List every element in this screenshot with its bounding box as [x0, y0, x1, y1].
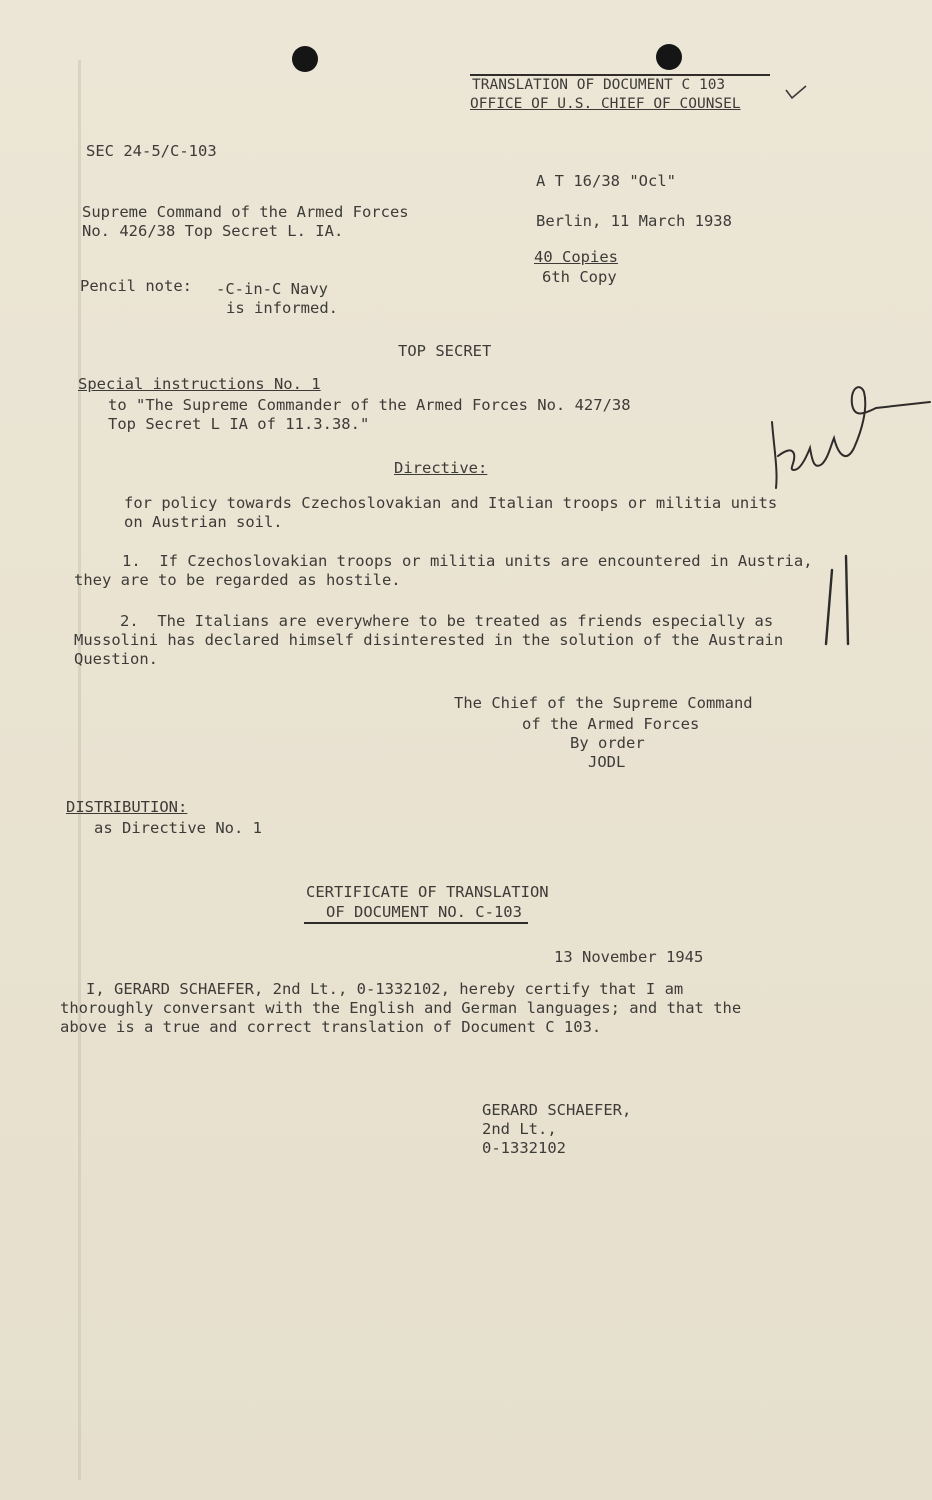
signature-line-2: of the Armed Forces: [522, 715, 700, 733]
margin-marks: [78, 60, 81, 1480]
signature-line-4: JODL: [588, 753, 626, 771]
special-instructions-line-2: Top Secret L IA of 11.3.38.": [108, 415, 370, 433]
paragraph-2-line-3: Question.: [74, 650, 158, 668]
distribution-heading: DISTRIBUTION:: [66, 798, 188, 816]
certificate-title-2: OF DOCUMENT NO. C-103: [326, 903, 522, 921]
directive-heading: Directive:: [394, 459, 488, 477]
origin-line-1: Supreme Command of the Armed Forces: [82, 203, 409, 221]
paragraph-1-line-1: 1. If Czechoslovakian troops or militia units are encountered in Austria,: [122, 552, 813, 570]
signature-line-1: The Chief of the Supreme Command: [454, 694, 753, 712]
copies-count: 40 Copies: [534, 248, 618, 266]
header-line-2: OFFICE OF U.S. CHIEF OF COUNSEL: [470, 96, 741, 112]
check-mark-icon: [784, 82, 808, 102]
special-instructions-title: Special instructions No. 1: [78, 375, 321, 393]
certificate-line-3: above is a true and correct translation of Document C 103.: [60, 1018, 602, 1036]
certificate-title-1: CERTIFICATE OF TRANSLATION: [306, 883, 549, 901]
paragraph-2-line-1: 2. The Italians are everywhere to be treated as friends especially as: [120, 612, 774, 630]
handwritten-initials: [764, 378, 932, 498]
punch-hole-left: [292, 46, 318, 72]
certificate-line-2: thoroughly conversant with the English and German languages; and that the: [60, 999, 742, 1017]
document-reference: SEC 24-5/C-103: [86, 142, 217, 160]
certificate-title-rule: [304, 922, 528, 924]
signature-line-3: By order: [570, 734, 645, 752]
header-rule-top: [470, 74, 770, 76]
certifier-serial: 0-1332102: [482, 1139, 566, 1157]
certifier-rank: 2nd Lt.,: [482, 1120, 557, 1138]
directive-line-1: for policy towards Czechoslovakian and Italian troops or militia units: [124, 494, 778, 512]
paragraph-1-line-2: they are to be regarded as hostile.: [74, 571, 401, 589]
pencil-note-label: Pencil note:: [80, 277, 192, 295]
certificate-line-1: I, GERARD SCHAEFER, 2nd Lt., 0-1332102, hereby certify that I am: [86, 980, 684, 998]
copy-number: 6th Copy: [542, 268, 617, 286]
at-reference: A T 16/38 "Ocl": [536, 172, 676, 190]
pencil-note-line-2: is informed.: [226, 299, 338, 317]
distribution-line-1: as Directive No. 1: [94, 819, 262, 837]
punch-hole-right: [656, 44, 682, 70]
pencil-note-line-1: -C-in-C Navy: [216, 280, 328, 298]
certifier-name: GERARD SCHAEFER,: [482, 1101, 632, 1119]
directive-line-2: on Austrian soil.: [124, 513, 283, 531]
origin-line-2: No. 426/38 Top Secret L. IA.: [82, 222, 344, 240]
special-instructions-line-1: to "The Supreme Commander of the Armed Forces No. 427/38: [108, 396, 631, 414]
classification: TOP SECRET: [398, 342, 492, 360]
certificate-date: 13 November 1945: [554, 948, 704, 966]
paragraph-2-line-2: Mussolini has declared himself disinterested in the solution of the Austrain: [74, 631, 784, 649]
handwritten-mark: [818, 552, 858, 652]
date-place: Berlin, 11 March 1938: [536, 212, 732, 230]
header-line-1: TRANSLATION OF DOCUMENT C 103: [472, 77, 726, 93]
